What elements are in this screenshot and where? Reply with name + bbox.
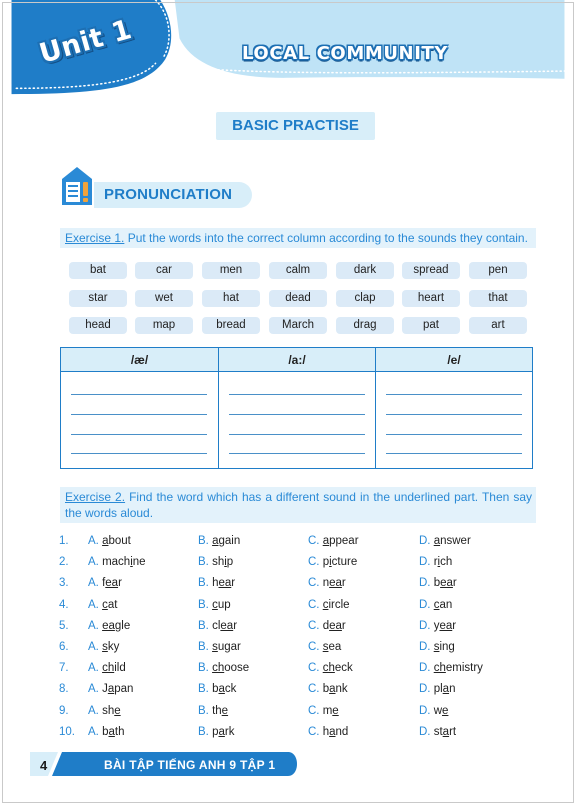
answer-line[interactable] <box>71 414 207 415</box>
underlined-part: ea <box>329 577 342 590</box>
word-chip: dark <box>336 262 394 279</box>
question-number: 6. <box>59 641 69 653</box>
underlined-part: ea <box>105 577 119 590</box>
option-text: rk <box>224 725 235 738</box>
word-chip: star <box>69 290 127 307</box>
answer-option[interactable] <box>198 683 236 695</box>
underlined-part: ea <box>440 577 453 590</box>
question-number: 1. <box>59 535 69 547</box>
underlined-part: c <box>212 598 218 611</box>
sound-table-header <box>61 348 532 372</box>
option-text: sh <box>102 704 115 717</box>
answer-option[interactable] <box>308 726 348 738</box>
option-text: ild <box>114 662 126 675</box>
option-letter: A. <box>88 725 99 738</box>
option-text: p <box>322 556 330 569</box>
sound-table <box>60 347 533 469</box>
underlined-part: i <box>437 556 441 569</box>
underlined-part: a <box>433 535 441 547</box>
option-letter: A. <box>88 662 99 675</box>
answer-option[interactable] <box>88 641 119 653</box>
option-text: w <box>433 704 443 717</box>
exercise-1-label: Exercise 1. <box>65 231 125 245</box>
question-number: 9. <box>59 704 69 717</box>
option-text: b <box>102 725 109 738</box>
answer-option[interactable] <box>88 726 124 738</box>
answer-option[interactable] <box>419 599 452 611</box>
option-text: ck <box>224 683 237 696</box>
option-letter: B. <box>198 641 209 653</box>
exercise-1-instruction <box>65 230 535 246</box>
answer-option[interactable] <box>419 683 455 695</box>
word-chip: spread <box>402 262 460 279</box>
question-number: 10. <box>59 725 75 738</box>
underlined-part: a <box>218 725 225 738</box>
option-letter: A. <box>88 556 99 569</box>
question-number: 3. <box>59 577 69 590</box>
underlined-part: a <box>329 683 336 696</box>
option-text: r <box>433 556 438 569</box>
option-text: J <box>102 683 108 696</box>
word-chip: wet <box>135 290 193 307</box>
option-text: b <box>322 683 330 696</box>
option-letter: D. <box>419 535 431 547</box>
option-text: r <box>118 577 122 590</box>
section-banner <box>216 112 375 140</box>
option-letter: D. <box>419 619 431 632</box>
chapter-title: LOCAL COMMUNITY <box>242 43 449 64</box>
option-letter: D. <box>419 683 431 696</box>
option-text: ircle <box>328 598 350 611</box>
underlined-part: e <box>332 704 339 717</box>
underlined-part: e <box>114 704 121 717</box>
exercise-2-instruction <box>65 489 532 521</box>
option-letter: C. <box>308 619 320 632</box>
option-text: cture <box>331 556 358 569</box>
option-text: r <box>341 619 346 632</box>
option-letter: C. <box>308 641 320 653</box>
option-letter: C. <box>308 556 320 569</box>
answer-option[interactable] <box>419 641 455 653</box>
word-chip: bat <box>69 262 127 279</box>
column-divider <box>375 348 376 468</box>
underlined-part: a <box>329 725 336 738</box>
answer-option[interactable] <box>198 641 241 653</box>
exercise-2-label: Exercise 2. <box>65 490 126 504</box>
option-text: gain <box>218 535 241 547</box>
underlined-part: c <box>433 598 440 611</box>
underlined-part: ea <box>218 577 232 590</box>
option-text: y <box>433 619 440 632</box>
underlined-part: a <box>108 725 115 738</box>
option-text: nk <box>335 683 348 696</box>
underlined-part: ea <box>102 619 115 632</box>
answer-line[interactable] <box>229 434 365 435</box>
option-letter: A. <box>88 598 99 611</box>
option-text: ing <box>439 641 455 653</box>
option-text: gle <box>114 619 131 632</box>
option-letter: A. <box>88 619 99 632</box>
answer-option[interactable] <box>308 705 339 717</box>
answer-option[interactable] <box>419 577 457 589</box>
answer-line[interactable] <box>386 434 522 435</box>
option-letter: D. <box>419 662 431 675</box>
answer-option[interactable] <box>308 620 346 632</box>
option-text: h <box>322 725 330 738</box>
option-text: nd <box>335 725 349 738</box>
answer-option[interactable] <box>88 620 130 632</box>
option-text: d <box>322 619 330 632</box>
option-text: mach <box>102 556 131 569</box>
answer-option[interactable] <box>419 662 483 674</box>
pronunciation-title: PRONUNCIATION <box>104 186 233 203</box>
underlined-part: c <box>322 598 329 611</box>
underlined-part: i <box>224 556 227 569</box>
option-text: p <box>212 725 219 738</box>
word-chip: dead <box>269 290 327 307</box>
underlined-part: ch <box>433 662 446 675</box>
section-title: BASIC PRACTISE <box>232 117 359 134</box>
answer-option[interactable] <box>88 556 146 568</box>
answer-option[interactable] <box>198 620 237 632</box>
word-chip: heart <box>402 290 460 307</box>
word-chip: men <box>202 262 260 279</box>
option-letter: C. <box>308 662 320 675</box>
answer-option[interactable] <box>88 705 121 717</box>
underlined-part: s <box>102 641 108 653</box>
answer-option[interactable] <box>198 535 240 547</box>
underlined-part: a <box>107 683 115 696</box>
option-text: rt <box>449 725 457 738</box>
option-letter: C. <box>308 577 320 590</box>
underlined-part: ea <box>220 619 234 632</box>
footer-band <box>0 750 576 778</box>
option-text: an <box>439 598 453 611</box>
word-chip: map <box>135 317 193 334</box>
word-chip: drag <box>336 317 394 334</box>
question-number: 5. <box>59 619 69 632</box>
option-letter: A. <box>88 641 99 653</box>
question-number: 7. <box>59 662 69 675</box>
underlined-part: c <box>102 598 108 611</box>
option-text: r <box>452 619 457 632</box>
underlined-part: i <box>130 556 133 569</box>
answer-option[interactable] <box>419 726 456 738</box>
underlined-part: s <box>322 641 329 653</box>
unit-title: Unit 1 <box>36 13 136 70</box>
answer-line[interactable] <box>71 453 207 454</box>
option-text: th <box>212 704 222 717</box>
question-number: 4. <box>59 598 69 611</box>
option-text: ugar <box>217 641 241 653</box>
option-letter: C. <box>308 704 320 717</box>
option-text: ch <box>440 556 453 569</box>
option-text: ea <box>328 641 342 653</box>
column-header-ae: /æ/ <box>130 353 149 367</box>
underlined-part: i <box>329 556 332 569</box>
option-text: eck <box>334 662 353 675</box>
answer-line[interactable] <box>229 394 365 395</box>
option-letter: A. <box>88 535 99 547</box>
option-letter: A. <box>88 577 99 590</box>
option-text: st <box>433 725 443 738</box>
answer-line[interactable] <box>386 453 522 454</box>
exercise-1-text: Put the words into the correct column according to the sounds they contain. <box>124 231 528 245</box>
option-text: ky <box>107 641 120 653</box>
answer-option[interactable] <box>198 556 233 568</box>
answer-option[interactable] <box>88 662 126 674</box>
answer-option[interactable] <box>308 599 350 611</box>
answer-option[interactable] <box>88 683 133 695</box>
word-chip: calm <box>269 262 327 279</box>
answer-option[interactable] <box>419 535 471 547</box>
underlined-part: e <box>221 704 229 717</box>
underlined-part: ea <box>439 619 453 632</box>
option-letter: A. <box>88 704 99 717</box>
answer-option[interactable] <box>308 641 341 653</box>
option-letter: D. <box>419 598 431 611</box>
answer-line[interactable] <box>386 394 522 395</box>
underlined-part: ch <box>322 662 335 675</box>
column-header-e: /e/ <box>447 353 461 367</box>
exercise-2-text: Find the word which has a different sound in the underlined part. Then say the words aloud. <box>65 490 532 520</box>
option-text: pan <box>114 683 134 696</box>
option-letter: B. <box>198 725 209 738</box>
answer-line[interactable] <box>71 394 207 395</box>
option-text: sh <box>212 556 225 569</box>
underlined-part: ch <box>212 662 225 675</box>
answer-option[interactable] <box>308 556 357 568</box>
word-chip: clap <box>336 290 394 307</box>
answer-option[interactable] <box>198 726 234 738</box>
word-chip: art <box>469 317 527 334</box>
option-letter: B. <box>198 535 209 547</box>
underlined-part: a <box>442 725 450 738</box>
answer-option[interactable] <box>308 683 348 695</box>
option-text: p <box>226 556 234 569</box>
underlined-part: a <box>212 535 219 547</box>
option-text: f <box>102 577 106 590</box>
pronunciation-icon <box>58 165 96 207</box>
option-letter: B. <box>198 598 209 611</box>
option-text: m <box>322 704 333 717</box>
answer-option[interactable] <box>308 662 353 674</box>
option-text: pl <box>433 683 443 696</box>
option-letter: D. <box>419 641 431 653</box>
word-chip: pen <box>469 262 527 279</box>
underlined-part: s <box>433 641 440 653</box>
option-letter: D. <box>419 556 431 569</box>
answer-option[interactable] <box>198 662 249 674</box>
answer-line[interactable] <box>229 414 365 415</box>
underlined-part: ch <box>102 662 115 675</box>
word-chip: hat <box>202 290 260 307</box>
option-letter: B. <box>198 704 209 717</box>
option-text: b <box>433 577 441 590</box>
option-letter: C. <box>308 683 320 696</box>
answer-option[interactable] <box>419 556 452 568</box>
option-letter: B. <box>198 662 209 675</box>
option-text: th <box>114 725 125 738</box>
answer-option[interactable] <box>198 599 231 611</box>
column-header-a-long: /a:/ <box>288 353 306 367</box>
option-letter: D. <box>419 725 431 738</box>
underlined-part: e <box>442 704 449 717</box>
option-letter: D. <box>419 704 431 717</box>
option-letter: A. <box>88 683 99 696</box>
option-text: r <box>452 577 457 590</box>
word-chip: that <box>469 290 527 307</box>
answer-option[interactable] <box>419 620 456 632</box>
option-letter: D. <box>419 577 431 590</box>
word-chip: car <box>135 262 193 279</box>
answer-option[interactable] <box>308 577 346 589</box>
option-letter: B. <box>198 683 209 696</box>
question-number: 8. <box>59 683 69 696</box>
answer-option[interactable] <box>88 535 131 547</box>
option-letter: B. <box>198 577 209 590</box>
underlined-part: s <box>212 641 218 653</box>
option-text: r <box>233 619 238 632</box>
answer-option[interactable] <box>88 577 122 589</box>
book-title: BÀI TẬP TIẾNG ANH 9 TẬP 1 <box>104 758 276 772</box>
answer-line[interactable] <box>386 414 522 415</box>
option-text: h <box>212 577 219 590</box>
underlined-part: a <box>102 535 109 547</box>
option-text: oose <box>224 662 250 675</box>
option-text: cl <box>212 619 221 632</box>
word-chip: pat <box>402 317 460 334</box>
option-text: r <box>341 577 346 590</box>
option-text: n <box>449 683 456 696</box>
underlined-part: a <box>322 535 330 547</box>
question-number: 2. <box>59 556 69 569</box>
word-chip: March <box>269 317 327 334</box>
answer-line[interactable] <box>229 453 365 454</box>
option-letter: C. <box>308 598 320 611</box>
column-divider <box>218 348 219 468</box>
option-text: bout <box>108 535 131 547</box>
option-text: emistry <box>445 662 483 675</box>
underlined-part: ea <box>329 619 342 632</box>
option-text: nswer <box>440 535 471 547</box>
answer-option[interactable] <box>88 599 117 611</box>
answer-line[interactable] <box>71 434 207 435</box>
underlined-part: a <box>218 683 225 696</box>
option-text: ppear <box>329 535 359 547</box>
option-letter: C. <box>308 725 320 738</box>
page-number: 4 <box>40 758 48 773</box>
answer-option[interactable] <box>308 535 359 547</box>
word-chip: head <box>69 317 127 334</box>
option-letter: C. <box>308 535 320 547</box>
option-letter: B. <box>198 556 209 569</box>
option-text: up <box>217 598 231 611</box>
answer-option[interactable] <box>198 577 235 589</box>
option-text: n <box>322 577 330 590</box>
option-text: ne <box>132 556 146 569</box>
word-chip: bread <box>202 317 260 334</box>
answer-option[interactable] <box>198 705 228 717</box>
option-text: r <box>231 577 236 590</box>
option-text: at <box>107 598 118 611</box>
option-letter: B. <box>198 619 209 632</box>
underlined-part: a <box>442 683 450 696</box>
answer-option[interactable] <box>419 705 448 717</box>
option-text: b <box>212 683 219 696</box>
